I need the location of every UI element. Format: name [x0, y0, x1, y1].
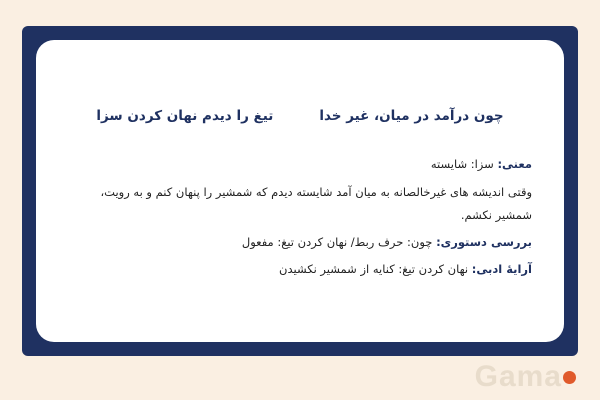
poem-hemistich-second: تیغ را دیدم نهان کردن سزا	[96, 108, 274, 124]
paraphrase-text: وقتی اندیشه های غیرخالصانه به میان آمد شایسته دیدم که شمشیر را پنهان کنم و به رویت، شمشیر نکشم.	[100, 185, 532, 222]
watermark-logo	[475, 360, 576, 394]
meaning-row	[66, 154, 532, 175]
poem-couplet	[66, 108, 534, 124]
watermark-text: Gama	[474, 360, 562, 393]
meaning-label: معنی:	[497, 157, 532, 171]
slide-card	[36, 40, 564, 342]
watermark-dot-icon	[563, 371, 576, 384]
explanation-block	[66, 154, 534, 281]
figure-of-speech-row	[66, 259, 532, 280]
grammar-label: بررسی دستوری:	[436, 235, 532, 250]
grammar-row	[66, 232, 532, 253]
figure-of-speech-text: نهان کردن تیغ: کنایه از شمشیر نکشیدن	[279, 262, 469, 277]
meaning-text: سزا: شایسته	[430, 157, 494, 171]
slide-frame	[22, 26, 578, 356]
poem-hemistich-first: چون درآمد در میان، غیر خدا	[319, 108, 504, 124]
grammar-text: چون: حرف ربط/ نهان کردن تیغ: مفعول	[241, 235, 433, 250]
figure-of-speech-label: آرایۀ ادبی:	[471, 262, 532, 277]
